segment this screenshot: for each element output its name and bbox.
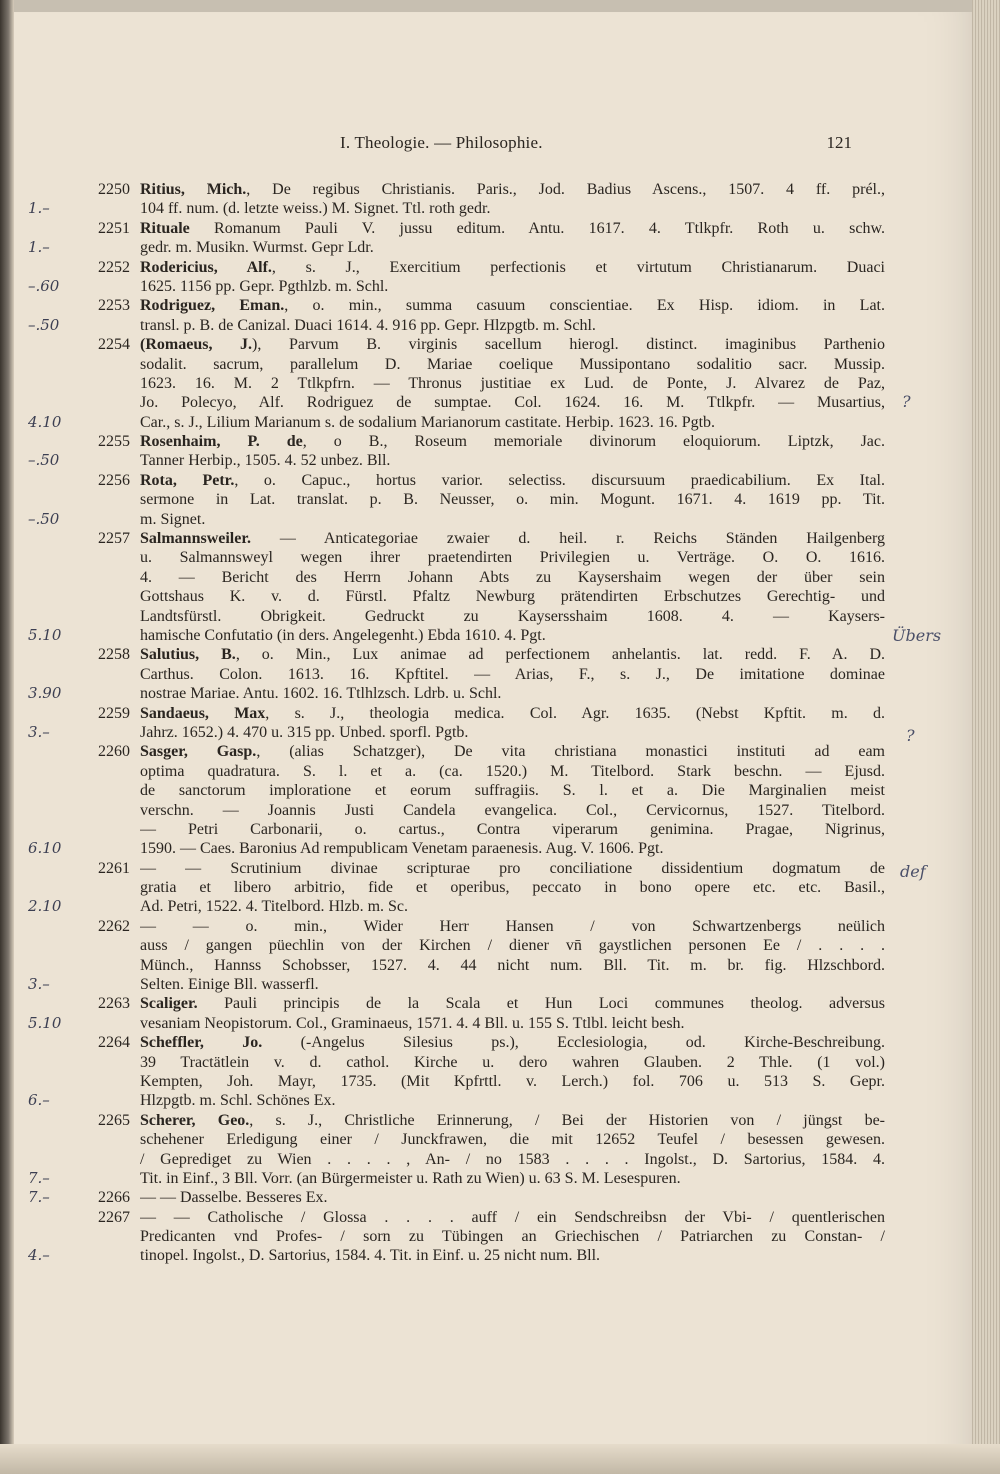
- catalog-entry: [28, 1111, 890, 1189]
- entry-description: Jahrz. 1652.) 4. 470 u. 315 pp. Unbed. sporfl. Pgtb.: [140, 723, 469, 741]
- entry-description: — — Scrutinium divinae scripturae pro conciliatione dissidentium dogmatum de: [140, 859, 885, 877]
- catalog-entry: [28, 917, 890, 995]
- entry-line: [80, 665, 890, 684]
- handwritten-price: –.50: [28, 315, 60, 334]
- entry-description: Car., s. J., Lilium Marianum s. de sodalium Marianorum castitate. Herbip. 1623. 16. Pgtb.: [140, 413, 716, 431]
- entry-description: Gottshaus K. v. d. Fürstl. Pfaltz Newburg prätendirten Erbschutzes Gerechtig- und: [140, 588, 885, 606]
- entry-headword: Scaliger.: [140, 995, 198, 1013]
- entry-description: Tit. in Einf., 3 Bll. Vorr. (an Bürgermeister u. Rath zu Wien) u. 63 S. M. Lesespuren.: [140, 1169, 681, 1187]
- catalog-entry: [28, 1188, 890, 1207]
- entry-description: verschn. — Joannis Justi Candela evangelica. Col., Cervicornus, 1527. Titelbord.: [140, 801, 885, 819]
- entry-text: [140, 762, 885, 781]
- book-spine: [0, 0, 14, 1474]
- entry-text: [140, 258, 885, 277]
- entry-text: [140, 1227, 885, 1246]
- entry-text: [140, 413, 885, 432]
- entry-text: [140, 277, 885, 296]
- entry-line: [80, 296, 890, 315]
- entry-text: [140, 1246, 885, 1265]
- entry-text: [140, 1072, 885, 1091]
- entry-number: 2267: [98, 1208, 130, 1226]
- entry-text: [140, 1150, 885, 1169]
- entry-headword: Rodriguez, Eman.: [140, 297, 285, 315]
- entry-number: 2252: [98, 258, 130, 276]
- page-number: 121: [826, 133, 852, 152]
- entry-number: 2258: [98, 646, 130, 664]
- handwritten-price: 6.10: [28, 839, 62, 858]
- entry-number: 2263: [98, 995, 130, 1013]
- entry-text: [140, 199, 885, 218]
- entry-description: schehener Erledigung einer / Junckfrawen, die mit 12652 Teufel / besessen gewesen.: [140, 1131, 885, 1149]
- entry-line: [80, 645, 890, 664]
- entry-line: [80, 1227, 890, 1246]
- catalog-entry: [28, 296, 890, 335]
- catalog-entry: [28, 529, 890, 645]
- entry-number: 2255: [98, 433, 130, 451]
- entry-line: [80, 355, 890, 374]
- entry-text: [140, 994, 885, 1013]
- entry-description: Predicanten vnd Profes- / sorn zu Tübingen an Griechischen / Patriarchen zu Constan- /: [140, 1228, 885, 1246]
- entry-line: [80, 393, 890, 412]
- margin-note-uebers: Übers: [892, 626, 942, 645]
- entry-description: de sanctorum imploratione et eorum suffragiis. S. l. et a. Die Marginalien meist: [140, 782, 885, 800]
- entry-line: [80, 762, 890, 781]
- entry-description: Tanner Herbip., 1505. 4. 52 unbez. Bll.: [140, 452, 391, 470]
- entry-text: [140, 820, 885, 839]
- running-header: [340, 133, 852, 159]
- handwritten-price: 4.10: [28, 412, 62, 431]
- entry-line: [80, 219, 890, 238]
- entry-line: [80, 742, 890, 761]
- entry-line: [80, 1072, 890, 1091]
- entry-line: [28, 276, 890, 296]
- entry-text: [140, 975, 885, 994]
- entry-text: [140, 645, 885, 664]
- entry-line: [28, 451, 890, 470]
- entry-text: [140, 529, 885, 548]
- entry-line: [28, 897, 890, 916]
- entry-number: 2261: [98, 859, 130, 877]
- entry-text: [140, 723, 885, 742]
- entry-description: gedr. m. Musikn. Wurmst. Gepr Ldr.: [140, 239, 374, 257]
- entry-number: 2257: [98, 530, 130, 548]
- entry-description: tinopel. Ingolst., D. Sartorius, 1584. 4. Tit. in Einf. u. 25 nicht num. Bll.: [140, 1247, 601, 1265]
- handwritten-price: 1.–: [28, 238, 50, 257]
- entry-line: [80, 1111, 890, 1130]
- entry-description: — Anticategoriae zwaier d. heil. r. Reichs Ständen Hailgenberg: [250, 530, 885, 548]
- catalog-entry: [28, 994, 890, 1033]
- entry-line: [28, 315, 890, 335]
- entry-description: , o. min., summa casuum conscientiae. Ex Hisp. idiom. in Lat.: [284, 297, 885, 315]
- entry-text: [140, 1130, 885, 1149]
- catalog-entry: [28, 742, 890, 858]
- bottom-edge: [0, 1444, 1000, 1474]
- entry-line: [28, 839, 890, 858]
- entry-line: [28, 1091, 890, 1110]
- catalog-entry: [28, 859, 890, 917]
- entry-description: m. Signet.: [140, 510, 206, 528]
- entry-description: , o. Min., Lux animae ad perfectionem anhelantis. lat. redd. F. A. D.: [235, 646, 885, 664]
- entry-line: [28, 722, 890, 742]
- entry-headword: Salutius, B.: [140, 646, 236, 664]
- entry-description: 1590. — Caes. Baronius Ad rempublicam Venetam paraenesis. Aug. V. 1606. Pgt.: [140, 840, 664, 858]
- handwritten-price: 5.10: [28, 1013, 62, 1032]
- handwritten-price: 2.10: [28, 897, 62, 916]
- handwritten-price: 3.90: [28, 684, 62, 703]
- entry-line: [80, 180, 890, 199]
- entry-line: [28, 1168, 890, 1188]
- entry-number: 2253: [98, 297, 130, 315]
- handwritten-price: –.50: [28, 451, 60, 470]
- entry-text: [140, 1188, 885, 1207]
- entry-description: 39 Tractätlein v. d. cathol. Kirche u. dero wahren Glauben. 2 Thle. (1 vol.): [140, 1053, 885, 1071]
- entry-description: , o. Capuc., hortus varior. selectiss. discursuum praedicabilium. Ex Ital.: [234, 471, 885, 489]
- entry-line: [80, 587, 890, 606]
- entry-text: [140, 238, 885, 257]
- catalog-entry: [28, 335, 890, 432]
- entry-line: [80, 1033, 890, 1052]
- entry-headword: Rodericius, Alf.: [140, 258, 272, 276]
- entry-description: , s. J., Christliche Erinnerung, / Bei der Historien von / jüngst be-: [249, 1111, 885, 1129]
- catalog-entry: [28, 645, 890, 703]
- entry-number: 2250: [98, 181, 130, 198]
- entry-text: [140, 587, 885, 606]
- entry-line: [80, 374, 890, 393]
- entry-line: [80, 1208, 890, 1227]
- entry-headword: (Romaeus, J.: [140, 336, 253, 354]
- entry-text: [140, 180, 885, 199]
- entry-description: sodalit. sacrum, parallelum D. Mariae coelique Mussipontano sodalitio sacr. Mussip.: [140, 355, 885, 373]
- page-edges: [972, 0, 1000, 1474]
- entry-description: Selten. Einige Bll. wasserfl.: [140, 976, 319, 994]
- catalog-entry: [28, 219, 890, 258]
- catalog-entry: [28, 180, 890, 219]
- entry-headword: Sasger, Gasp.: [140, 743, 257, 761]
- entry-line: [80, 704, 890, 723]
- entry-headword: Ritius, Mich.: [140, 181, 247, 198]
- entry-description: (-Angelus Silesius ps.), Ecclesiologia, od. Kirche-Beschreibung.: [262, 1034, 885, 1052]
- header-title: I. Theologie. — Philosophie.: [340, 133, 543, 152]
- entry-line: [80, 994, 890, 1013]
- entry-text: [140, 878, 885, 897]
- catalog-entry: [28, 258, 890, 297]
- entry-description: ), Parvum B. virginis sacellum hierogl. distinct. imaginibus Parthenio: [252, 336, 885, 354]
- entry-text: [140, 1208, 885, 1227]
- entry-number: 2254: [98, 336, 130, 354]
- entry-number: 2259: [98, 704, 130, 722]
- entry-text: [140, 607, 885, 626]
- entry-text: [140, 568, 885, 587]
- entry-text: [140, 626, 885, 645]
- entry-description: , s. J., theologia medica. Col. Agr. 1635. (Nebst Kpftit. m. d.: [265, 704, 885, 722]
- entry-description: — — Catholische / Glossa . . . . auff / ein Sendschreibsn der Vbi- / quentlerischen: [140, 1208, 885, 1226]
- entry-line: [80, 548, 890, 567]
- entry-line: [80, 1053, 890, 1072]
- entry-description: Kempten, Joh. Mayr, 1735. (Mit Kpfrttl. v. Lerch.) fol. 706 u. 513 S. Gepr.: [140, 1072, 885, 1090]
- entry-text: [140, 704, 885, 723]
- entry-description: 4. — Bericht des Herrn Johann Abts zu Kaysershaim wegen der über sein: [140, 568, 885, 586]
- entry-text: [140, 897, 885, 916]
- entry-number: 2264: [98, 1034, 130, 1052]
- catalog-entry: [28, 432, 890, 471]
- handwritten-price: –.60: [28, 276, 60, 295]
- entry-line: [80, 917, 890, 936]
- margin-note-def: def: [900, 862, 926, 881]
- entry-text: [140, 393, 885, 412]
- entry-headword: Scherer, Geo.: [140, 1111, 250, 1129]
- entry-text: [140, 1033, 885, 1052]
- entry-line: [80, 820, 890, 839]
- handwritten-price: 5.10: [28, 625, 62, 644]
- entry-text: [140, 1091, 885, 1110]
- entry-text: [140, 490, 885, 509]
- entry-text: [140, 684, 885, 703]
- entry-number: 2256: [98, 471, 130, 489]
- entry-text: [140, 742, 885, 761]
- entry-line: [80, 956, 890, 975]
- entry-number: 2251: [98, 219, 130, 237]
- entry-description: u. Salmannsweyl wegen ihrer praetendirten Privilegien u. Verträge. O. O. 1616.: [140, 549, 885, 567]
- catalog-entries: [28, 180, 890, 1266]
- handwritten-price: 3.–: [28, 722, 50, 741]
- handwritten-price: 4.–: [28, 1246, 50, 1265]
- handwritten-price: 3.–: [28, 975, 50, 994]
- entry-description: transl. p. B. de Canizal. Duaci 1614. 4. 916 pp. Gepr. Hlzpgtb. m. Schl.: [140, 316, 596, 334]
- entry-text: [140, 1014, 885, 1033]
- entry-line: [28, 625, 890, 645]
- entry-description: / Geprediget zu Wien . . . . , An- / no 1583 . . . . Ingolst., D. Sartorius, 1584. 4.: [140, 1150, 885, 1168]
- entry-description: hamische Confutatio (in ders. Angelegenht.) Ebda 1610. 4. Pgt.: [140, 626, 546, 644]
- entry-description: , De regibus Christianis. Paris., Jod. Badius Ascens., 1507. 4 ff. prél.,: [246, 181, 885, 198]
- entry-description: — — o. min., Wider Herr Hansen / von Schwartzenbergs neülich: [140, 917, 885, 935]
- entry-description: Ad. Petri, 1522. 4. Titelbord. Hlzb. m. Sc.: [140, 898, 409, 916]
- entry-line: [28, 1013, 890, 1033]
- entry-description: nostrae Mariae. Antu. 1602. 16. Ttlhlzsch. Ldrb. u. Schl.: [140, 685, 502, 703]
- entry-description: gratia et libero arbitrio, fide et operibus, peccato in bono opere etc. etc. Basil.,: [140, 879, 885, 897]
- entry-description: Carthus. Colon. 1613. 16. Kpftitel. — Arias, F., s. J., De imitatione dominae: [140, 665, 885, 683]
- entry-line: [28, 1246, 890, 1265]
- entry-description: Hlzpgtb. m. Schl. Schönes Ex.: [140, 1092, 336, 1110]
- entry-headword: Scheffler, Jo.: [140, 1034, 263, 1052]
- entry-description: , (alias Schatzger), De vita christiana monastici instituti ad eam: [256, 743, 885, 761]
- entry-description: — Petri Carbonarii, o. cartus., Contra viperarum genimina. Pragae, Nigrinus,: [140, 820, 885, 838]
- entry-description: auss / gangen püechlin von der Kirchen / diener vn̄ gaystlichen personen Ee / . . . .: [140, 937, 885, 955]
- entry-description: 1625. 1156 pp. Gepr. Pgthlzb. m. Schl.: [140, 277, 389, 295]
- entry-line: [80, 781, 890, 800]
- entry-line: [28, 509, 890, 529]
- entry-text: [140, 296, 885, 315]
- entry-text: [140, 665, 885, 684]
- entry-text: [140, 1111, 885, 1130]
- entry-text: [140, 548, 885, 567]
- top-strip: [0, 0, 1000, 12]
- entry-description: Pauli principis de la Scala et Hun Loci communes theolog. adversus: [197, 995, 885, 1013]
- handwritten-price: 7.–: [28, 1168, 50, 1187]
- entry-text: [140, 936, 885, 955]
- entry-number: 2262: [98, 917, 130, 935]
- catalog-entry: [28, 1033, 890, 1111]
- entry-headword: Rota, Petr.: [140, 471, 235, 489]
- entry-description: vesaniam Neopistorum. Col., Graminaeus, 1571. 4. 4 Bll. u. 155 S. Ttlbl. leicht besh.: [140, 1014, 685, 1032]
- entry-description: Münch., Hannss Schobsser, 1527. 4. 44 nicht num. Bll. Tit. m. br. fig. Hlzschbord.: [140, 956, 885, 974]
- entry-line: [28, 1188, 890, 1207]
- entry-text: [140, 781, 885, 800]
- entry-text: [140, 374, 885, 393]
- entry-text: [140, 839, 885, 858]
- entry-description: optima quadratura. S. l. et a. (ca. 1520.) M. Titelbord. Stark beschn. — Ejusd.: [140, 762, 885, 780]
- entry-text: [140, 335, 885, 354]
- entry-text: [140, 355, 885, 374]
- entry-line: [80, 607, 890, 626]
- entry-line: [80, 258, 890, 277]
- entry-line: [80, 801, 890, 820]
- entry-text: [140, 956, 885, 975]
- entry-line: [28, 975, 890, 994]
- handwritten-price: 6.–: [28, 1091, 50, 1110]
- entry-description: Jo. Polecyo, Alf. Rodriguez de sumptae. Col. 1624. 16. M. Ttlkpfr. — Musartius,: [140, 394, 885, 412]
- entry-line: [80, 878, 890, 897]
- entry-text: [140, 801, 885, 820]
- entry-line: [80, 1130, 890, 1149]
- entry-text: [140, 510, 885, 529]
- entry-description: 1623. 16. M. 2 Ttlkpfrn. — Thronus justitiae ex Lud. de Ponte, J. Alvarez de Paz,: [140, 374, 885, 392]
- entry-line: [80, 859, 890, 878]
- entry-line: [28, 238, 890, 257]
- handwritten-price: –.50: [28, 509, 60, 528]
- entry-headword: Rituale: [140, 219, 190, 237]
- catalog-entry: [28, 1208, 890, 1266]
- entry-number: 2260: [98, 743, 130, 761]
- catalog-entry: [28, 471, 890, 529]
- entry-line: [28, 199, 890, 218]
- entry-number: 2266: [98, 1189, 130, 1207]
- entry-headword: Rosenhaim, P. de: [140, 433, 303, 451]
- entry-line: [80, 529, 890, 548]
- margin-note-question: ?: [902, 392, 911, 411]
- entry-line: [80, 432, 890, 451]
- entry-description: — — Dasselbe. Besseres Ex.: [140, 1189, 328, 1207]
- entry-description: 104 ff. num. (d. letzte weiss.) M. Signet. Ttl. roth gedr.: [140, 200, 491, 218]
- entry-description: , s. J., Exercitium perfectionis et virtutum Christianarum. Duaci: [271, 258, 885, 276]
- catalog-entry: [28, 704, 890, 743]
- entry-line: [80, 471, 890, 490]
- entry-headword: Sandaeus, Max: [140, 704, 266, 722]
- entry-line: [80, 335, 890, 354]
- entry-line: [28, 412, 890, 432]
- entry-description: Landtsfürstl. Obrigkeit. Gedruckt zu Kaysersshaim 1608. 4. — Kaysers-: [140, 607, 885, 625]
- entry-headword: Salmannsweiler.: [140, 530, 251, 548]
- entry-description: , o B., Roseum memoriale divinorum eloquiorum. Liptzk, Jac.: [302, 433, 885, 451]
- entry-text: [140, 316, 885, 335]
- handwritten-price: 7.–: [28, 1188, 50, 1207]
- entry-text: [140, 432, 885, 451]
- entry-text: [140, 917, 885, 936]
- margin-note-question-2: ?: [906, 726, 915, 745]
- handwritten-price: 1.–: [28, 199, 50, 218]
- entry-line: [80, 490, 890, 509]
- entry-text: [140, 1169, 885, 1188]
- entry-text: [140, 471, 885, 490]
- entry-line: [28, 684, 890, 703]
- entry-text: [140, 859, 885, 878]
- entry-text: [140, 219, 885, 238]
- entry-line: [80, 568, 890, 587]
- entry-text: [140, 451, 885, 470]
- entry-description: sermone in Lat. translat. p. B. Neusser, o. min. Mogunt. 1671. 4. 1619 pp. Tit.: [140, 491, 885, 509]
- entry-number: 2265: [98, 1111, 130, 1129]
- entry-line: [80, 1150, 890, 1169]
- entry-line: [80, 936, 890, 955]
- entry-description: Romanum Pauli V. jussu editum. Antu. 1617. 4. Ttlkpfr. Roth u. schw.: [189, 219, 885, 237]
- entry-text: [140, 1053, 885, 1072]
